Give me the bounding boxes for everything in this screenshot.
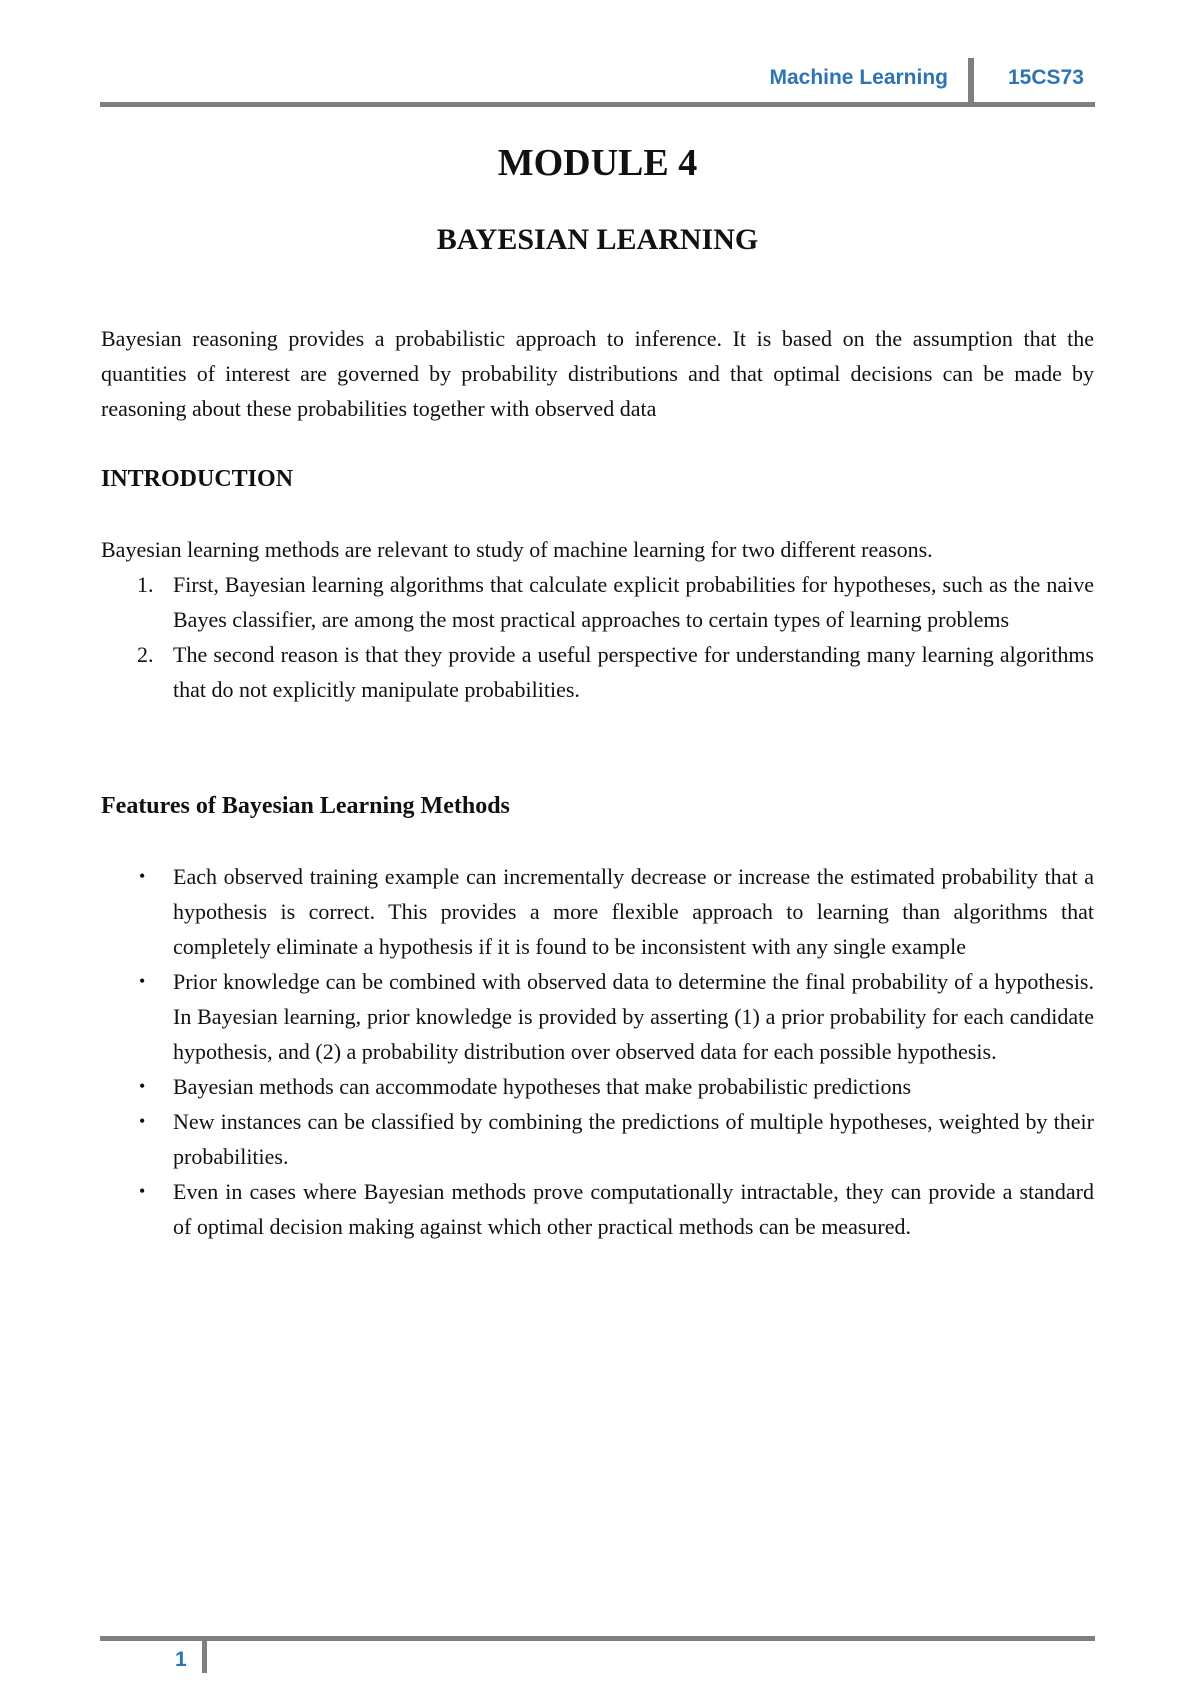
feature-text: Prior knowledge can be combined with observed data to determine the final probability of a hypothesis. In Bayesian learning, prior knowledge is provided by asserting (1) a prior probability for each candidate hypothesis, and (2) a probability distribution over observed data for each possible hypothesis.: [173, 969, 1094, 1064]
feature-item: [101, 964, 1094, 1069]
bullet-icon: •: [139, 1181, 146, 1201]
feature-text: Bayesian methods can accommodate hypotheses that make probabilistic predictions: [173, 1074, 912, 1099]
feature-text: Even in cases where Bayesian methods prove computationally intractable, they can provide a standard of optimal decision making against which other practical methods can be measured.: [173, 1179, 1094, 1239]
feature-item: [101, 1104, 1094, 1174]
reason-text: The second reason is that they provide a useful perspective for understanding many learning algorithms that do not explicitly manipulate probabilities.: [173, 642, 1094, 702]
header-divider: [968, 58, 974, 102]
header-subject: Machine Learning: [769, 66, 948, 89]
reason-item: [101, 567, 1094, 637]
bullet-icon: •: [139, 866, 146, 886]
features-heading: Features of Bayesian Learning Methods: [101, 793, 510, 819]
feature-item: [101, 1069, 1094, 1104]
module-title: MODULE 4: [497, 142, 698, 184]
feature-text: New instances can be classified by combining the predictions of multiple hypotheses, weighted by their probabilities.: [173, 1109, 1094, 1169]
introduction-heading: INTRODUCTION: [101, 466, 294, 492]
intro-paragraph: Bayesian reasoning provides a probabilistic approach to inference. It is based on the assumption that the quantities of interest are governed by probability distributions and that optimal decisions can be made by reasoning about these probabilities together with observed data: [101, 326, 1094, 421]
page-number: 1: [175, 1648, 187, 1671]
bullet-icon: •: [139, 971, 146, 991]
introduction-paragraph: Bayesian learning methods are relevant to study of machine learning for two different reasons.: [101, 537, 933, 562]
feature-item: [101, 1174, 1094, 1244]
reason-number: 1.: [137, 572, 154, 597]
document-subtitle: BAYESIAN LEARNING: [436, 223, 759, 256]
footer-rule: [100, 1636, 1095, 1641]
footer-divider: [202, 1636, 207, 1673]
reason-text: First, Bayesian learning algorithms that calculate explicit probabilities for hypotheses, such as the naive Bayes classifier, are among the most practical approaches to certain types of learning problems: [173, 572, 1094, 632]
header-rule: [100, 102, 1095, 107]
reason-item: [101, 637, 1094, 707]
header-course-code: 15CS73: [1008, 66, 1084, 89]
reason-list: [101, 567, 1094, 707]
page-header: [100, 58, 1095, 106]
feature-list: [101, 859, 1094, 1244]
bullet-icon: •: [139, 1076, 146, 1096]
page-footer: [100, 1636, 1095, 1676]
bullet-icon: •: [139, 1111, 146, 1131]
document-content: [101, 136, 1094, 1244]
feature-item: [101, 859, 1094, 964]
reason-number: 2.: [137, 642, 154, 667]
feature-text: Each observed training example can incrementally decrease or increase the estimated probability that a hypothesis is correct. This provides a more flexible approach to learning than algorithms that completely eliminate a hypothesis if it is found to be inconsistent with any single example: [173, 864, 1094, 959]
